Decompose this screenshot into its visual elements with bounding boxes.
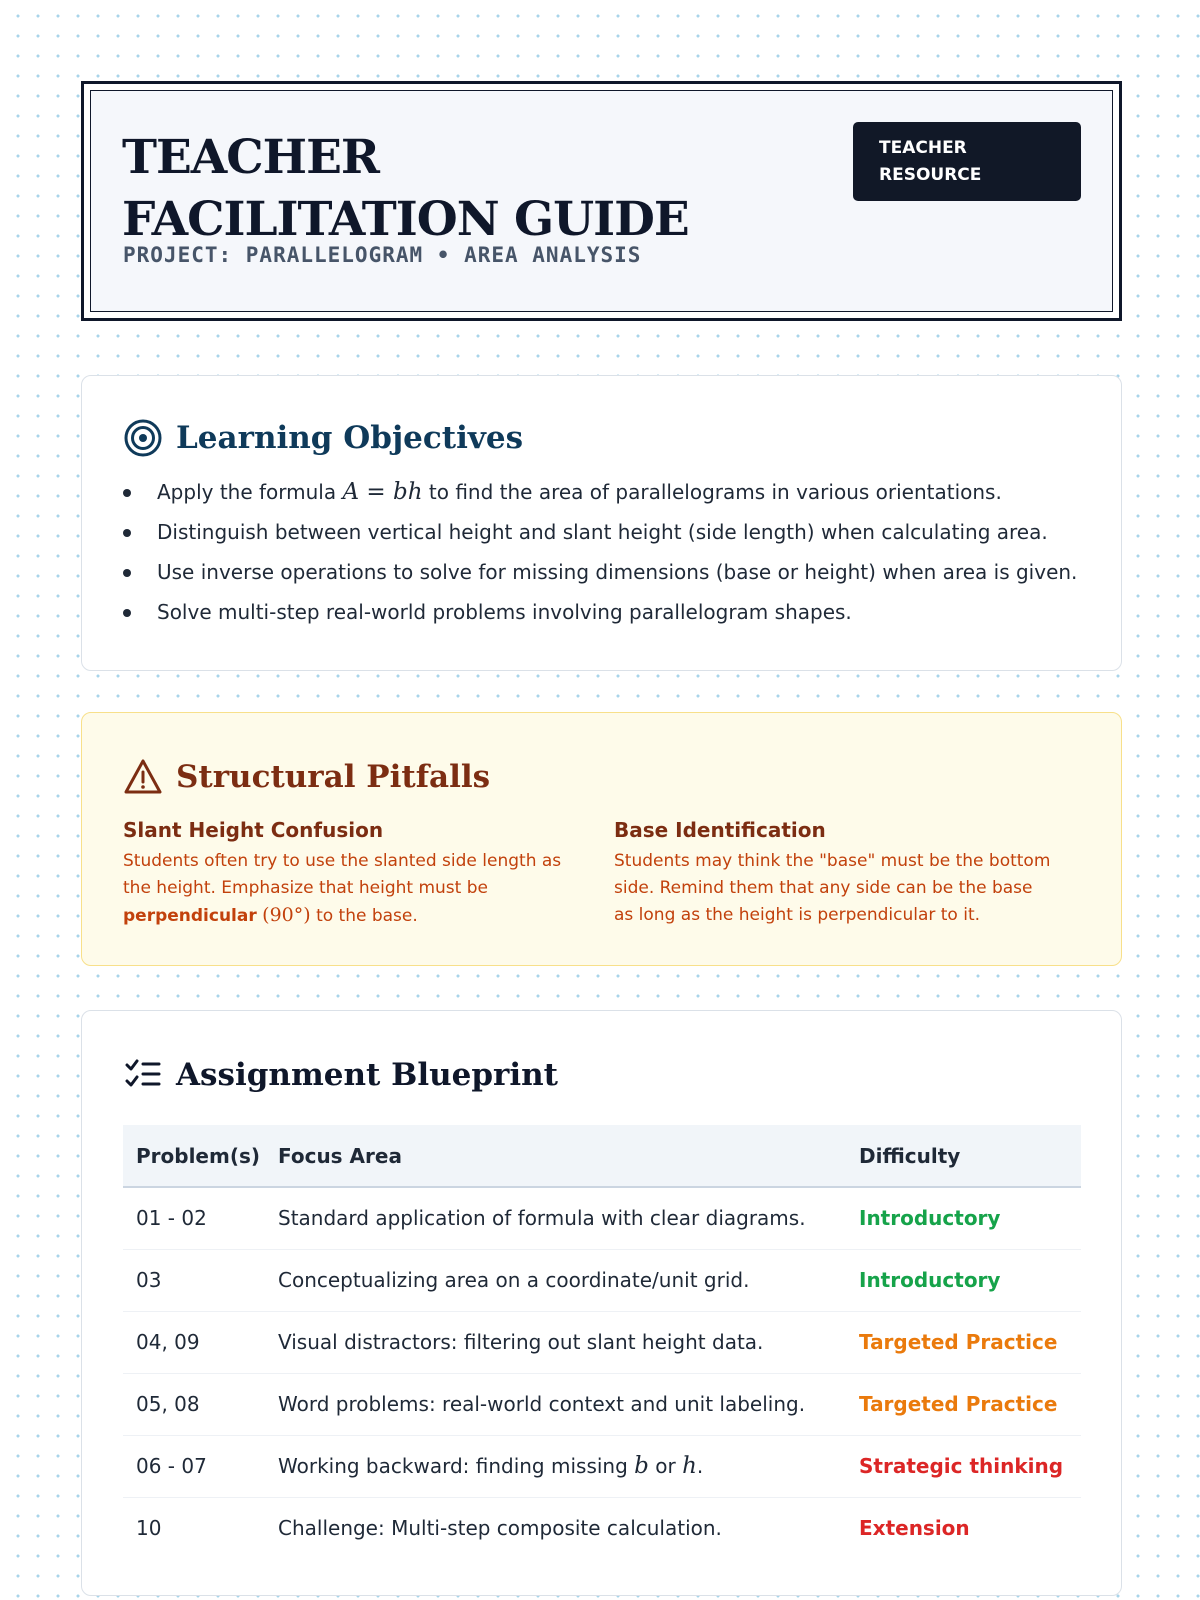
project-subtitle: PROJECT: PARALLELOGRAM • AREA ANALYSIS — [123, 243, 642, 267]
guide-header-inner — [90, 90, 1113, 312]
structural-pitfalls-card — [81, 712, 1122, 966]
problem-cell: 04, 09 — [123, 1311, 265, 1373]
table-row — [123, 1249, 1081, 1311]
pitfall-base-identification — [614, 818, 1054, 929]
table-row — [123, 1497, 1081, 1559]
objective-item: Use inverse operations to solve for missing dimensions (base or height) when area is given. — [123, 552, 1077, 592]
focus-cell: Working backward: finding missing b or h. — [265, 1435, 846, 1497]
problem-cell: 06 - 07 — [123, 1435, 265, 1497]
problem-cell: 01 - 02 — [123, 1187, 265, 1249]
column-header-focus-area: Focus Area — [278, 1143, 402, 1168]
table-row — [123, 1373, 1081, 1435]
page-title: TEACHER FACILITATION GUIDE — [122, 130, 689, 247]
pitfall-slant-height — [123, 818, 563, 930]
area-formula: A = bh — [342, 479, 423, 505]
pitfall-heading: Base Identification — [614, 818, 826, 842]
checklist-icon — [123, 1055, 163, 1095]
teacher-resource-badge: TEACHER RESOURCE — [853, 122, 1081, 201]
assignment-blueprint-heading — [123, 1055, 558, 1095]
objective-item: Apply the formula A = bh to find the area of parallelograms in various orientations. — [123, 472, 1077, 512]
learning-objectives-heading — [123, 418, 523, 458]
warning-triangle-icon — [123, 757, 163, 797]
table-header-row — [123, 1125, 1081, 1187]
table-row — [123, 1311, 1081, 1373]
focus-cell: Standard application of formula with clear diagrams. — [265, 1187, 846, 1249]
table-row — [123, 1435, 1081, 1497]
objectives-list — [123, 472, 1077, 632]
pitfall-heading: Slant Height Confusion — [123, 818, 384, 842]
difficulty-cell: Targeted Practice — [846, 1373, 1081, 1435]
pitfall-text: Students may think the "base" must be the bottom side. Remind them that any side can be the base as long as the height is perpendicular to it. — [614, 851, 1051, 925]
structural-pitfalls-heading — [123, 757, 490, 797]
difficulty-cell: Extension — [859, 1516, 970, 1541]
focus-cell: Challenge: Multi-step composite calculation. — [278, 1516, 722, 1541]
column-header-problems: Problem(s) — [136, 1143, 261, 1168]
objective-item: Solve multi-step real-world problems involving parallelogram shapes. — [123, 592, 1077, 632]
difficulty-cell: Introductory — [846, 1187, 1081, 1249]
difficulty-cell: Targeted Practice — [846, 1311, 1081, 1373]
blueprint-table — [123, 1125, 1081, 1559]
learning-objectives-card — [81, 375, 1122, 671]
column-header-difficulty: Difficulty — [859, 1143, 961, 1168]
target-icon — [123, 418, 163, 458]
problem-cell: 10 — [136, 1516, 162, 1541]
assignment-blueprint-card — [81, 1010, 1122, 1596]
focus-cell: Word problems: real-world context and unit labeling. — [265, 1373, 846, 1435]
table-row — [123, 1187, 1081, 1249]
objective-item: Distinguish between vertical height and slant height (side length) when calculating area. — [123, 512, 1077, 552]
difficulty-cell: Strategic thinking — [846, 1435, 1081, 1497]
learning-objectives-title: Learning Objectives — [176, 420, 524, 456]
guide-header — [81, 81, 1122, 321]
focus-cell: Visual distractors: filtering out slant height data. — [265, 1311, 846, 1373]
assignment-blueprint-title: Assignment Blueprint — [176, 1057, 559, 1093]
problem-cell: 03 — [123, 1249, 265, 1311]
structural-pitfalls-title: Structural Pitfalls — [176, 759, 491, 795]
difficulty-cell: Introductory — [846, 1249, 1081, 1311]
pitfall-text: Students often try to use the slanted side length as the height. Emphasize that height must be perpendicular (90°) to the base. — [123, 851, 562, 926]
focus-cell: Conceptualizing area on a coordinate/unit grid. — [265, 1249, 846, 1311]
problem-cell: 05, 08 — [123, 1373, 265, 1435]
